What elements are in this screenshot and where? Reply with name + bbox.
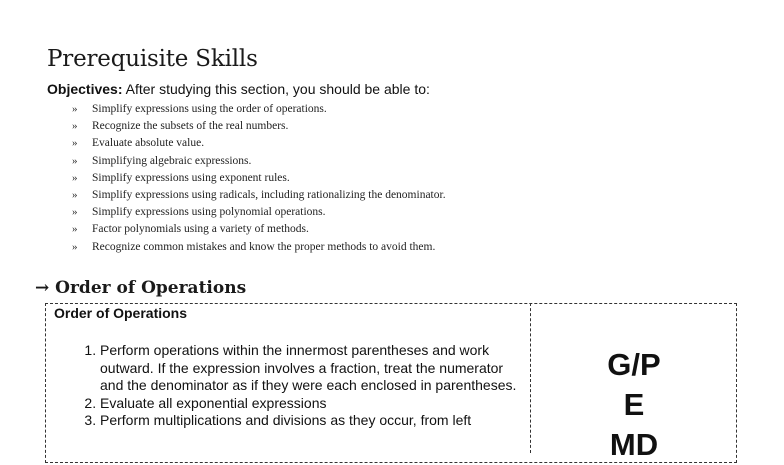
- objective-text: Simplify expressions using radicals, including rationalizing the denominator.: [92, 188, 446, 201]
- objectives-line: [47, 81, 430, 97]
- bullet-icon: »: [72, 223, 78, 236]
- objective-text: Simplify expressions using exponent rules.: [92, 171, 290, 184]
- box-title: Order of Operations: [54, 305, 188, 321]
- objective-text: Simplify expressions using the order of operations.: [92, 103, 327, 115]
- step-item: 3. Perform multiplications and divisions as they occur, from left: [100, 412, 526, 430]
- mnemonic-line: E: [623, 387, 645, 422]
- step-item: 2. Evaluate all exponential expressions: [100, 395, 526, 413]
- objective-item: [72, 187, 446, 204]
- objective-item: [72, 135, 446, 152]
- objective-text: Recognize common mistakes and know the proper methods to avoid them.: [92, 240, 436, 253]
- objectives-label: Objectives:: [47, 81, 123, 97]
- objective-text: Recognize the subsets of the real numbers.: [92, 120, 289, 133]
- bullet-icon: »: [72, 120, 78, 133]
- section-heading: [35, 278, 246, 298]
- objective-item: [72, 118, 446, 135]
- objectives-list: [72, 101, 446, 256]
- objective-item: [72, 204, 446, 221]
- page-title: Prerequisite Skills: [47, 46, 258, 72]
- bullet-icon: »: [72, 103, 78, 115]
- section-heading-text: Order of Operations: [55, 278, 247, 298]
- objective-item: [72, 239, 446, 256]
- objective-text: Evaluate absolute value.: [92, 137, 205, 150]
- bullet-icon: »: [72, 154, 78, 167]
- bullet-icon: »: [72, 206, 78, 219]
- objective-item: [72, 101, 446, 118]
- objective-text: Factor polynomials using a variety of methods.: [92, 223, 309, 236]
- objective-text: Simplify expressions using polynomial operations.: [92, 206, 326, 219]
- objective-text: Simplifying algebraic expressions.: [92, 154, 252, 167]
- mnemonic-line: MD: [609, 427, 659, 462]
- bullet-icon: »: [72, 171, 78, 184]
- bullet-icon: »: [72, 240, 78, 253]
- bullet-icon: »: [72, 188, 78, 201]
- mnemonic: [531, 345, 737, 465]
- objective-item: [72, 153, 446, 170]
- objectives-intro: After studying this section, you should be able to:: [125, 81, 430, 97]
- arrow-icon: →: [35, 278, 50, 298]
- objective-item: [72, 170, 446, 187]
- step-item: 1. Perform operations within the innermost parentheses and work outward. If the expression involves a fraction, treat the numerator and the denominator as if they were each enclosed in parentheses.: [100, 342, 526, 395]
- steps-list: [56, 342, 526, 430]
- mnemonic-line: G/P: [607, 347, 661, 382]
- bullet-icon: »: [72, 137, 78, 150]
- objective-item: [72, 221, 446, 238]
